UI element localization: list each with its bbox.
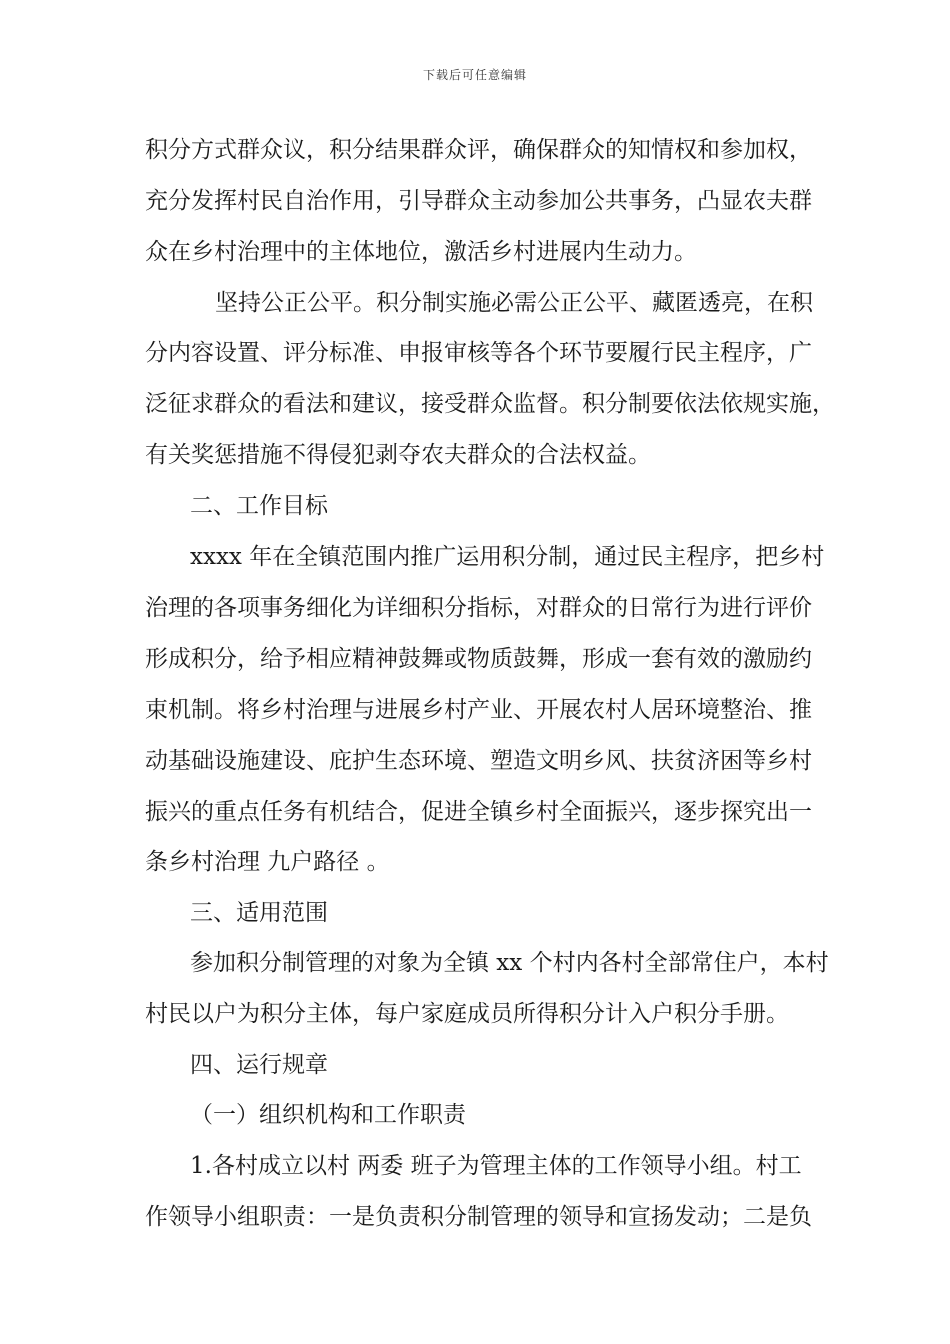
text-line: 治理的各项事务细化为详细积分指标，对群众的日常行为进行评价 (145, 595, 812, 621)
text-line: 条乡村治理 九户路径 。 (145, 849, 390, 875)
section-heading-scope: 三、适用范围 (190, 900, 328, 926)
text-line: 振兴的重点任务有机结合，促进全镇乡村全面振兴，逐步探究出一 (145, 799, 812, 825)
page-header-note: 下载后可任意编辑 (422, 68, 527, 82)
text-line: 形成积分，给予相应精神鼓舞或物质鼓舞，形成一套有效的激励约 (145, 646, 812, 672)
text-line: 参加积分制管理的对象为全镇 xx 个村内各村全部常住户，本村 (190, 950, 829, 976)
text-line: 泛征求群众的看法和建议，接受群众监督。积分制要依法依规实施， (145, 391, 835, 417)
text-line: xxxx 年在全镇范围内推广运用积分制，通过民主程序，把乡村 (190, 544, 825, 570)
paragraph-heading-fairness: 坚持公正公平。积分制实施必需公正公平、藏匿透亮，在积 (215, 290, 813, 316)
text-line: 作领导小组职责：一是负责积分制管理的领导和宣扬发动；二是负 (145, 1204, 812, 1230)
section-heading-goals: 二、工作目标 (190, 493, 328, 519)
text-line: 积分方式群众议，积分结果群众评，确保群众的知情权和参加权， (145, 137, 812, 163)
text-line: 动基础设施建设、庇护生态环境、塑造文明乡风、扶贫济困等乡村 (145, 748, 812, 774)
text-line: 1.各村成立以村 两委 班子为管理主体的工作领导小组。村工 (190, 1153, 802, 1179)
text-line: 有关奖惩措施不得侵犯剥夺农夫群众的合法权益。 (145, 442, 651, 468)
text-line: 众在乡村治理中的主体地位，激活乡村进展内生动力。 (145, 239, 697, 265)
subsection-heading-organization: （一）组织机构和工作职责 (190, 1102, 466, 1128)
text-line: 充分发挥村民自治作用，引导群众主动参加公共事务，凸显农夫群 (145, 188, 812, 214)
text-line: 村民以户为积分主体，每户家庭成员所得积分计入户积分手册。 (145, 1001, 789, 1027)
section-heading-rules: 四、运行规章 (190, 1052, 328, 1078)
text-line: 分内容设置、评分标准、申报审核等各个环节要履行民主程序，广 (145, 340, 812, 366)
text-line: 束机制。将乡村治理与进展乡村产业、开展农村人居环境整治、推 (145, 697, 812, 723)
